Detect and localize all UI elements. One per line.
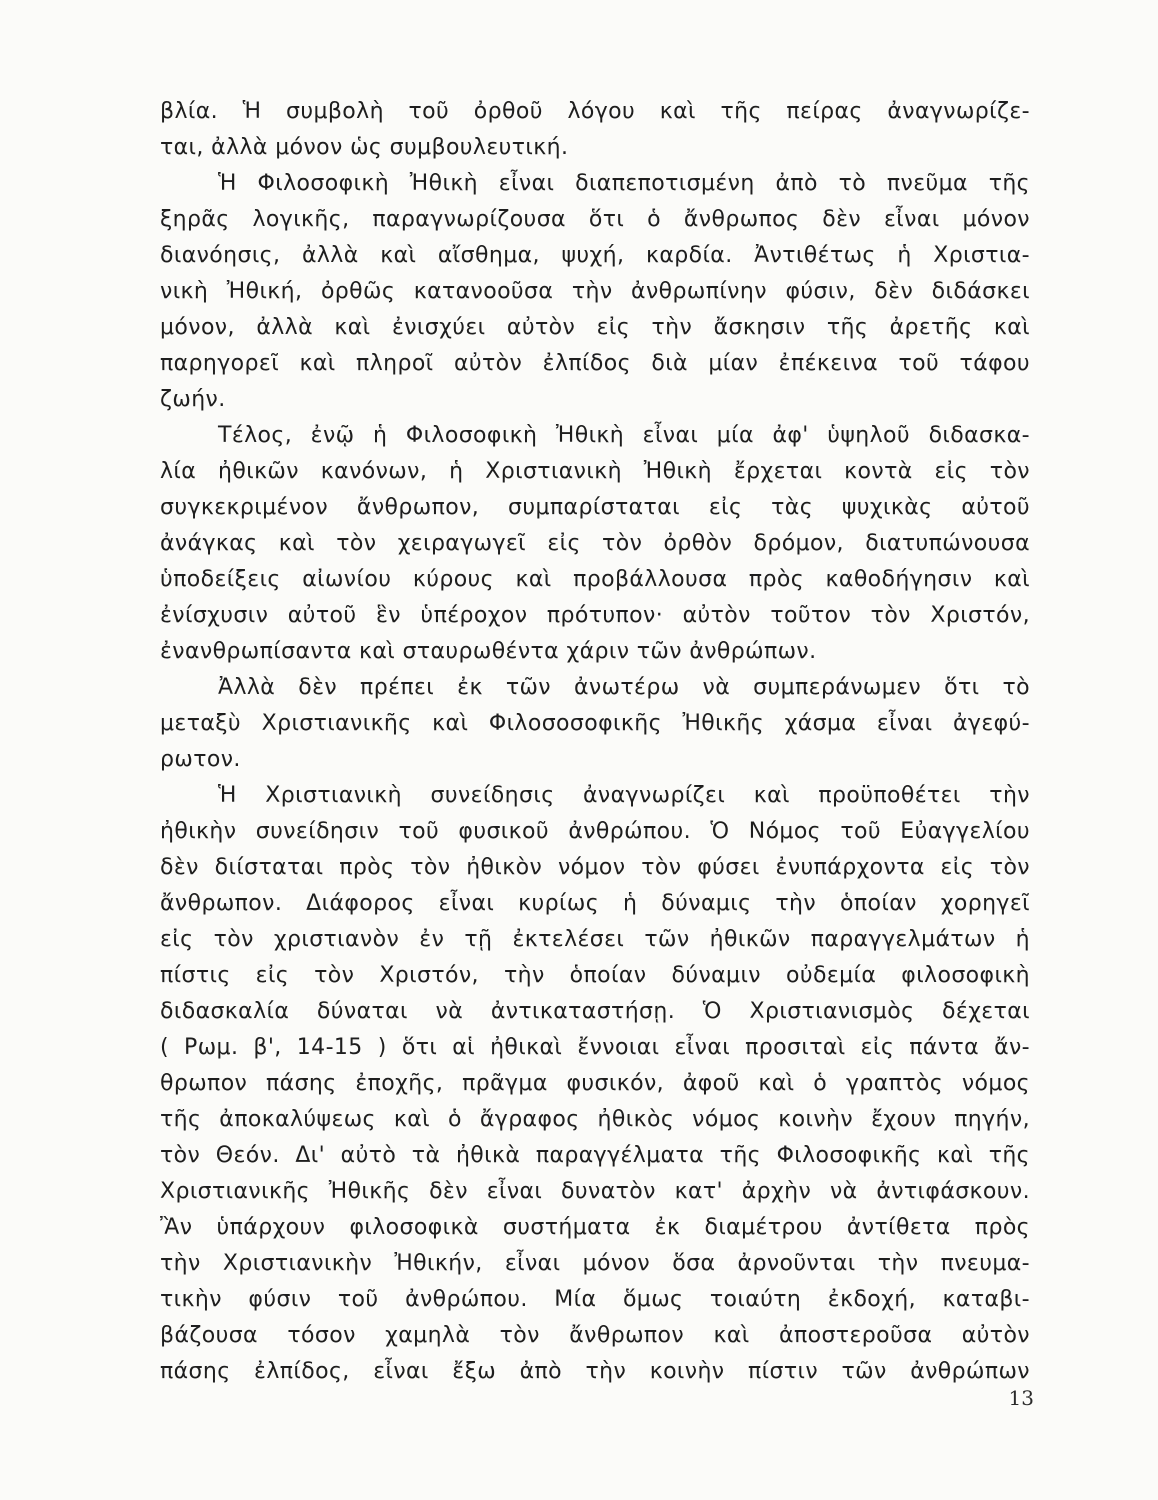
text-line: μεταξὺ Χριστιανικῆς καὶ Φιλοσοσοφικῆς Ἠθικῆς χάσμα εἶναι ἀγεφύ- [160, 711, 1030, 736]
text-line: συγκεκριμένον ἄνθρωπον, συμπαρίσταται εἰς τὰς ψυχικὰς αὐτοῦ [160, 495, 1030, 520]
text-line: βλία. Ἡ συμβολὴ τοῦ ὀρθοῦ λόγου καὶ τῆς πείρας ἀναγνωρίζε- [160, 99, 1030, 124]
text-line: πάσης ἐλπίδος, εἶναι ἔξω ἀπὸ τὴν κοινὴν πίστιν τῶν ἀνθρώπων [160, 1359, 1030, 1384]
text-line: διδασκαλία δύναται νὰ ἀντικαταστήσῃ. Ὁ Χριστιανισμὸς δέχεται [160, 999, 1030, 1024]
text-line: τὴν Χριστιανικὴν Ἠθικήν, εἶναι μόνον ὅσα ἀρνοῦνται τὴν πνευμα- [160, 1251, 1030, 1276]
text-line: Ἡ Χριστιανικὴ συνείδησις ἀναγνωρίζει καὶ προϋποθέτει τὴν [218, 783, 1030, 808]
text-line: ἀνάγκας καὶ τὸν χειραγωγεῖ εἰς τὸν ὀρθὸν δρόμον, διατυπώνουσα [160, 531, 1030, 556]
text-line: εἰς τὸν χριστιανὸν ἐν τῇ ἐκτελέσει τῶν ἠθικῶν παραγγελμάτων ἡ [160, 927, 1030, 952]
text-line: Ἡ Φιλοσοφικὴ Ἠθικὴ εἶναι διαπεποτισμένη ἀπὸ τὸ πνεῦμα τῆς [218, 171, 1030, 196]
text-line: Ἀλλὰ δὲν πρέπει ἐκ τῶν ἀνωτέρω νὰ συμπεράνωμεν ὅτι τὸ [218, 675, 1030, 700]
text-line: τὸν Θεόν. Δι' αὐτὸ τὰ ἠθικὰ παραγγέλματα τῆς Φιλοσοφικῆς καὶ τῆς [160, 1143, 1030, 1168]
text-line: πίστις εἰς τὸν Χριστόν, τὴν ὁποίαν δύναμιν οὐδεμία φιλοσοφικὴ [160, 963, 1030, 988]
text-line: τῆς ἀποκαλύψεως καὶ ὁ ἄγραφος ἠθικὸς νόμος κοινὴν ἔχουν πηγήν, [160, 1107, 1030, 1132]
text-line: ἠθικὴν συνείδησιν τοῦ φυσικοῦ ἀνθρώπου. Ὁ Νόμος τοῦ Εὐαγγελίου [160, 819, 1030, 844]
text-line: ἐνανθρωπίσαντα καὶ σταυρωθέντα χάριν τῶν ἀνθρώπων. [160, 639, 817, 664]
text-line: ἐνίσχυσιν αὐτοῦ ἓν ὑπέροχον πρότυπον· αὐτὸν τοῦτον τὸν Χριστόν, [160, 603, 1030, 628]
text-line: ( Ρωμ. β', 14-15 ) ὅτι αἱ ἠθικαὶ ἔννοιαι εἶναι προσιταὶ εἰς πάντα ἄν- [160, 1035, 1030, 1060]
text-line: ζωήν. [160, 387, 226, 412]
text-line: νικὴ Ἠθική, ὀρθῶς κατανοοῦσα τὴν ἀνθρωπίνην φύσιν, δὲν διδάσκει [160, 279, 1030, 304]
text-line: δὲν διίσταται πρὸς τὸν ἠθικὸν νόμον τὸν φύσει ἐνυπάρχοντα εἰς τὸν [160, 855, 1030, 880]
text-line: Τέλος, ἐνῷ ἡ Φιλοσοφικὴ Ἠθικὴ εἶναι μία ἀφ' ὑψηλοῦ διδασκα- [218, 423, 1030, 448]
text-line: ρωτον. [160, 747, 241, 772]
text-line: Ἂν ὑπάρχουν φιλοσοφικὰ συστήματα ἐκ διαμέτρου ἀντίθετα πρὸς [160, 1215, 1030, 1240]
text-line: θρωπον πάσης ἐποχῆς, πρᾶγμα φυσικόν, ἀφοῦ καὶ ὁ γραπτὸς νόμος [160, 1071, 1030, 1096]
text-line: τικὴν φύσιν τοῦ ἀνθρώπου. Μία ὅμως τοιαύτη ἐκδοχή, καταβι- [160, 1287, 1030, 1312]
text-line: μόνον, ἀλλὰ καὶ ἐνισχύει αὐτὸν εἰς τὴν ἄσκησιν τῆς ἀρετῆς καὶ [160, 315, 1030, 340]
text-line: ξηρᾶς λογικῆς, παραγνωρίζουσα ὅτι ὁ ἄνθρωπος δὲν εἶναι μόνον [160, 207, 1030, 232]
text-line: βάζουσα τόσον χαμηλὰ τὸν ἄνθρωπον καὶ ἀποστεροῦσα αὐτὸν [160, 1323, 1030, 1348]
page-number: 13 [1008, 1386, 1034, 1410]
text-line: ἄνθρωπον. Διάφορος εἶναι κυρίως ἡ δύναμις τὴν ὁποίαν χορηγεῖ [160, 891, 1030, 916]
text-line: Χριστιανικῆς Ἠθικῆς δὲν εἶναι δυνατὸν κατ' ἀρχὴν νὰ ἀντιφάσκουν. [160, 1179, 1030, 1204]
text-line: παρηγορεῖ καὶ πληροῖ αὐτὸν ἐλπίδος διὰ μίαν ἐπέκεινα τοῦ τάφου [160, 351, 1030, 376]
text-line: ται, ἀλλὰ μόνον ὡς συμβουλευτική. [160, 135, 569, 160]
text-line: λία ἠθικῶν κανόνων, ἡ Χριστιανικὴ Ἠθικὴ ἔρχεται κοντὰ εἰς τὸν [160, 459, 1030, 484]
text-line: ὑποδείξεις αἰωνίου κύρους καὶ προβάλλουσα πρὸς καθοδήγησιν καὶ [160, 567, 1030, 592]
text-line: διανόησις, ἀλλὰ καὶ αἴσθημα, ψυχή, καρδία. Ἀντιθέτως ἡ Χριστια- [160, 243, 1030, 268]
